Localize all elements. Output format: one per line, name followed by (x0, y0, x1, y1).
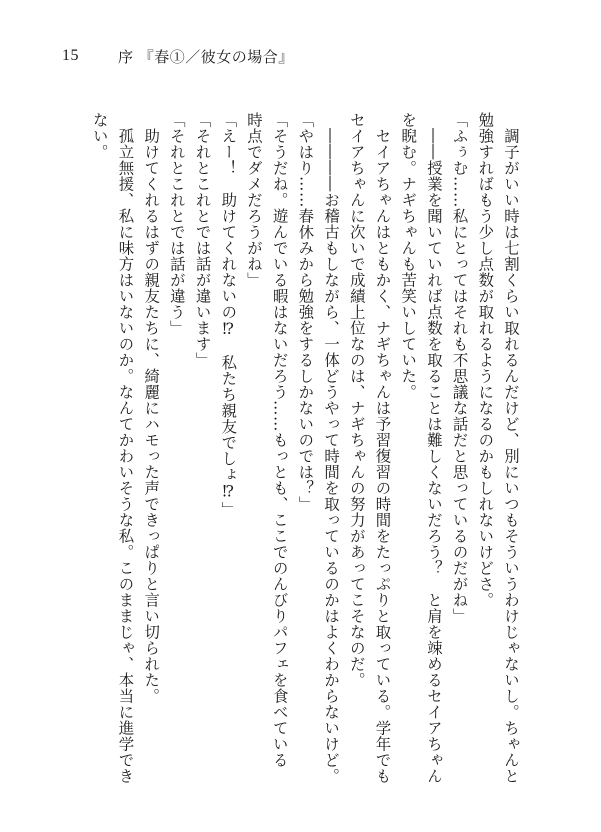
text-line: 「それとこれとでは話が違う」 (167, 112, 186, 336)
page-header (62, 44, 294, 68)
text-line: 「そうだね。遊んでいる暇はないだろう……もっとも、ここでのんびりパフェを食べている (270, 112, 289, 768)
text-line: 勉強すればもう少し点数が取れるようになるのかもしれないけどさ。 (476, 112, 495, 608)
text-line: セイアちゃんはともかく、ナギちゃんは予習復習の時間をたっぷりと取っている。学年でも (373, 112, 392, 784)
text-line: 孤立無援、私に味方はいないのか。なんてかわいそうな私。このままじゃ、本当に進学でき (116, 112, 135, 784)
page-number: 15 (62, 47, 79, 64)
text-line: 助けてくれるはずの親友たちに、綺麗にハモった声できっぱりと言い切られた。 (142, 112, 161, 704)
text-line: ――授業を聞いていれば点数を取ることは難しくないだろう？ と肩を竦めるセイアちゃん (424, 112, 443, 784)
running-title: 序 『春①／彼女の場合』 (118, 47, 294, 66)
text-line: ――――お稽古もしながら、一体どうやって時間を取っているのかはよくわからないけど。 (322, 112, 341, 784)
text-line: 「ふぅむ……私にとってはそれも不思議な話だと思っているのだがね」 (450, 112, 469, 624)
text-line: セイアちゃんに次いで成績上位なのは、ナギちゃんの努力があってこそなのだ。 (347, 112, 366, 688)
text-line: 「やはり……春休みから勉強をするしかないのでは？」 (296, 112, 315, 512)
text-line: 調子がいい時は七割くらい取れるんだけど、別にいつもそういうわけじゃないし。ちゃんと (502, 112, 520, 784)
body-text (71, 112, 523, 812)
text-line: ない。 (90, 112, 109, 160)
text-line: 時点でダメだろうがね」 (244, 112, 263, 288)
text-line: を睨む。ナギちゃんも苦笑いしていた。 (399, 112, 418, 400)
text-line: 「えー！ 助けてくれないの⁉ 私たち親友でしょ⁉」 (219, 112, 238, 518)
text-line: 「それとこれとでは話が違います」 (193, 112, 212, 368)
